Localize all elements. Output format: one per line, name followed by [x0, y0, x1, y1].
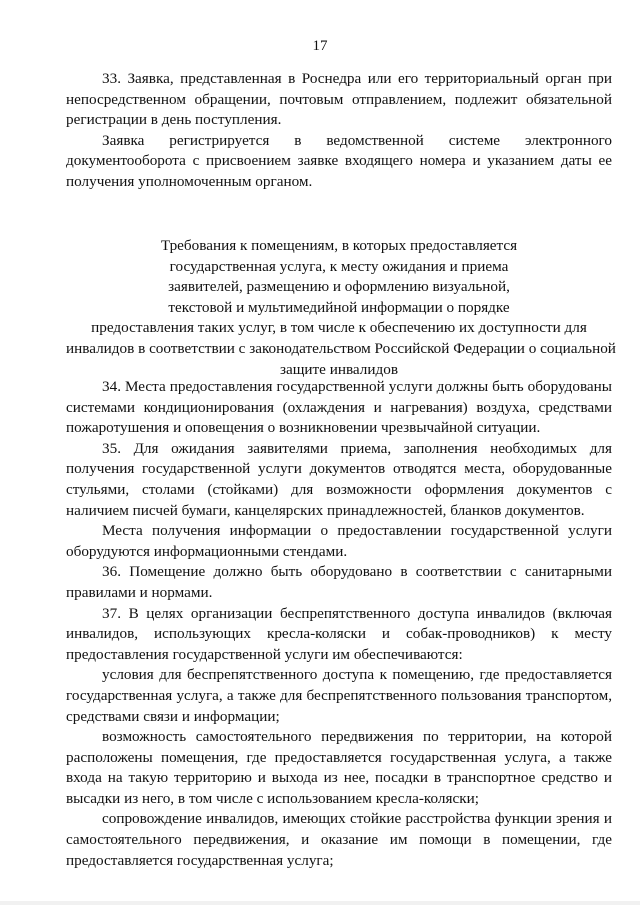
heading-line: государственная услуга, к месту ожидания и приема	[169, 257, 509, 275]
paragraph-registration: Заявка регистрируется в ведомственной системе электронного документооборота с присвоением заявке входящего номера и указанием даты ее получения уполномоченным органом.	[66, 131, 612, 190]
paragraph-info-stands: Места получения информации о предоставлении государственной услуги оборудуются информационными стендами.	[66, 522, 612, 560]
paragraph-37: 37. В целях организации беспрепятственного доступа инвалидов (включая инвалидов, использующих кресла-коляски и собак-проводников) к месту предоставления государственной услуги им обеспечиваются:	[66, 604, 612, 663]
page-bottom-edge	[0, 901, 640, 905]
paragraph-36: 36. Помещение должно быть оборудовано в соответствии с санитарными правилами и нормами.	[66, 563, 612, 601]
paragraph-escort: сопровождение инвалидов, имеющих стойкие расстройства функции зрения и самостоятельного передвижения, и оказание им помощи в помещении, где предоставляется государственная услуга;	[66, 810, 612, 869]
heading-line: инвалидов в соответствии с законодательством Российской Федерации о социальной	[66, 339, 616, 357]
heading-line: предоставления таких услуг, в том числе к обеспечению их доступности для	[91, 319, 587, 337]
paragraph-34: 34. Места предоставления государственной услуги должны быть оборудованы системами кондиционирования (охлаждения и нагревания) воздуха, средствами пожаротушения и оповещения о возникновении чрезвычайной ситуации.	[66, 378, 612, 437]
heading-line: заявителей, размещению и оформлению визуальной,	[168, 278, 510, 296]
paragraph-block-bottom	[66, 377, 612, 871]
section-heading	[66, 236, 616, 380]
heading-line: защите инвалидов	[279, 360, 399, 378]
paragraph-movement: возможность самостоятельного передвижения по территории, на которой расположены помещения, где предоставляется государственная услуга, а также входа на такую территорию и выхода из нее, посадки в транспортное средство и высадки из него, в том числе с использованием кресла-коляски;	[66, 728, 612, 807]
heading-line: текстовой и мультимедийной информации о порядке	[168, 298, 510, 316]
page-number: 17	[312, 38, 328, 54]
heading-line: Требования к помещениям, в которых предоставляется	[160, 237, 518, 254]
paragraph-33: 33. Заявка, представленная в Роснедра или его территориальный орган при непосредственном обращении, почтовым отправлением, подлежит обязательной регистрации в день поступления.	[66, 70, 612, 129]
paragraph-35: 35. Для ожидания заявителями приема, заполнения необходимых для получения государственной услуги документов отводятся места, оборудованные стульями, столами (стойками) для возможности оформления документов с наличием писчей бумаги, канцелярских принадлежностей, бланков документов.	[66, 439, 612, 519]
paragraph-block-top	[66, 69, 612, 193]
paragraph-access-conditions: условия для беспрепятственного доступа к помещению, где предоставляется государственная услуга, а также для беспрепятственного пользования транспортом, средствами связи и информации;	[66, 666, 612, 725]
